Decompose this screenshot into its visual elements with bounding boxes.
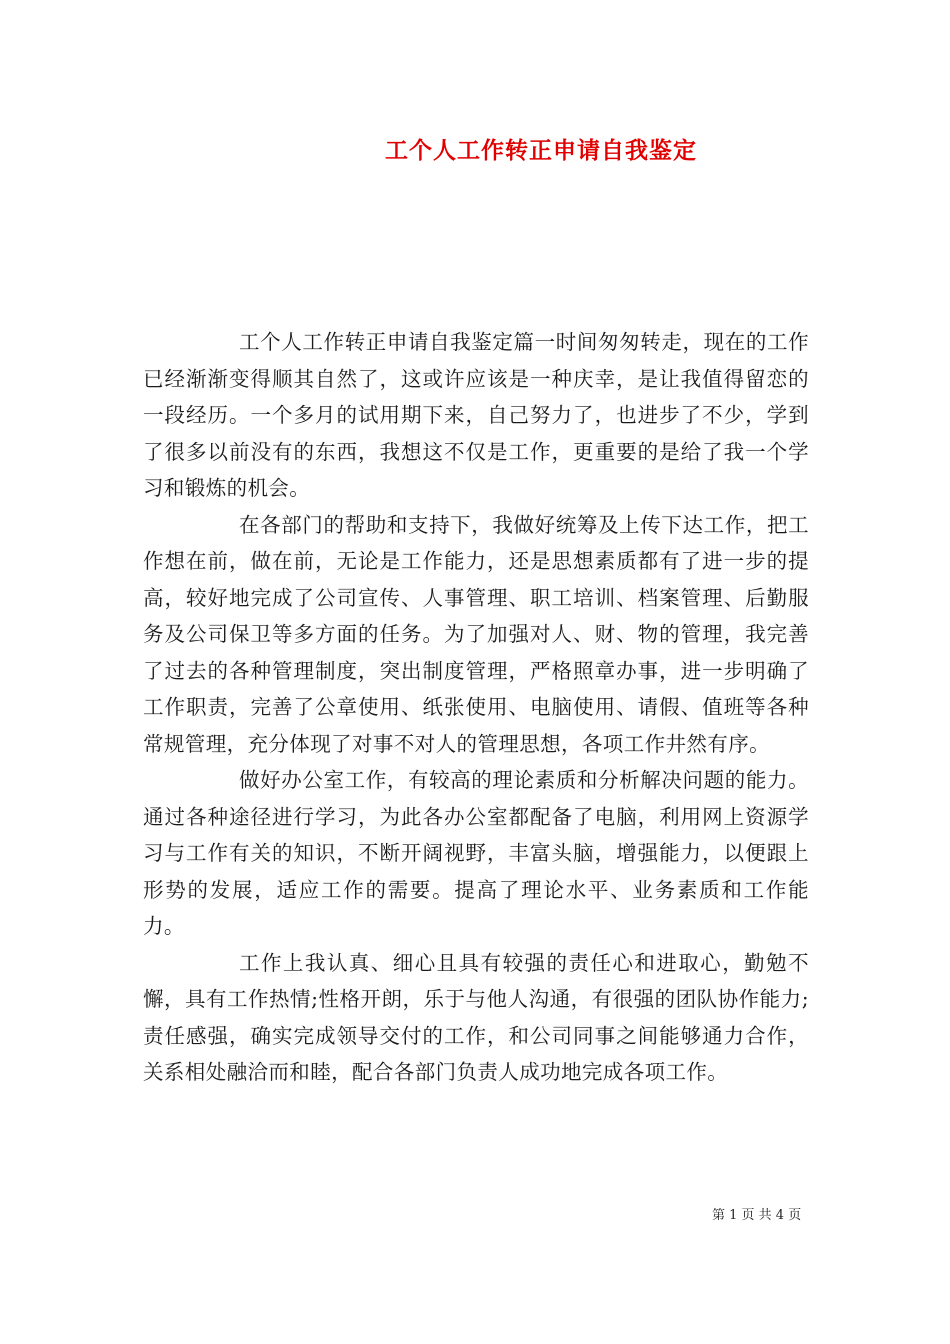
page-footer: 第 1 页 共 4 页 [712, 1208, 802, 1223]
paragraph-3: 做好办公室工作，有较高的理论素质和分析解决问题的能力。通过各种途径进行学习，为此各办公室都配备了电脑，利用网上资源学习与工作有关的知识，不断开阔视野，丰富头脑，增强能力，以便跟上形势的发展，适应工作的需要。提高了理论水平、业务素质和工作能力。 [143, 768, 809, 938]
document-body [143, 324, 809, 1091]
paragraph-1: 工个人工作转正申请自我鉴定篇一时间匆匆转走，现在的工作已经渐渐变得顺其自然了，这或许应该是一种庆幸，是让我值得留恋的一段经历。一个多月的试用期下来，自己努力了，也进步了不少，学到了很多以前没有的东西，我想这不仅是工作，更重要的是给了我一个学习和锻炼的机会。 [143, 330, 809, 500]
document-title: 工个人工作转正申请自我鉴定 [385, 137, 697, 164]
paragraph-2: 在各部门的帮助和支持下，我做好统筹及上传下达工作，把工作想在前，做在前，无论是工作能力，还是思想素质都有了进一步的提高，较好地完成了公司宣传、人事管理、职工培训、档案管理、后勤服务及公司保卫等多方面的任务。为了加强对人、财、物的管理，我完善了过去的各种管理制度，突出制度管理，严格照章办事，进一步明确了工作职责，完善了公章使用、纸张使用、电脑使用、请假、值班等各种常规管理，充分体现了对事不对人的管理思想，各项工作井然有序。 [143, 512, 809, 756]
paragraph-4: 工作上我认真、细心且具有较强的责任心和进取心，勤勉不懈，具有工作热情;性格开朗，乐于与他人沟通，有很强的团队协作能力;责任感强，确实完成领导交付的工作，和公司同事之间能够通力合作，关系相处融洽而和睦，配合各部门负责人成功地完成各项工作。 [143, 950, 809, 1084]
